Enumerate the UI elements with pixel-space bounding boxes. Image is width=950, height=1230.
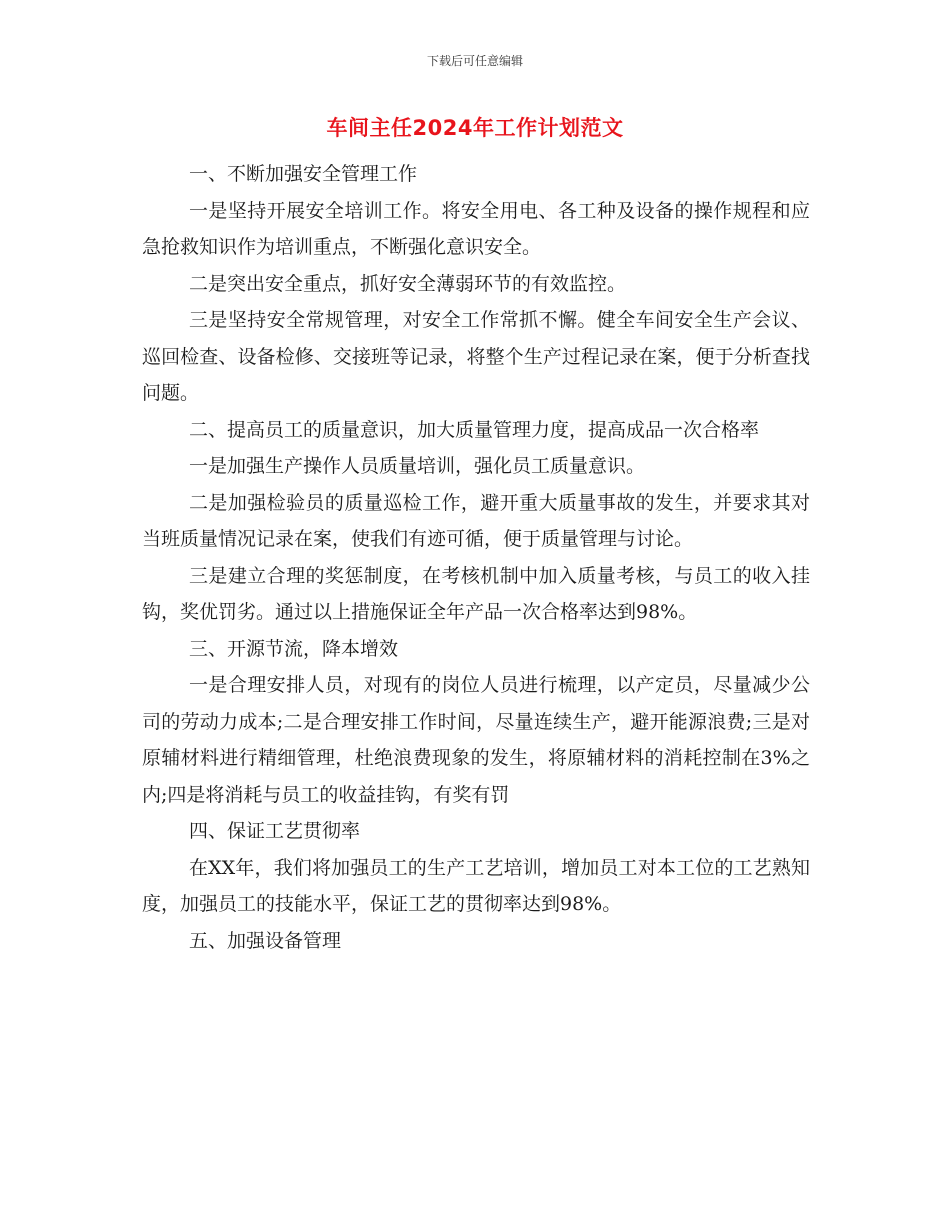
paragraph: 在XX年，我们将加强员工的生产工艺培训，增加员工对本工位的工艺熟知度，加强员工的技能水平，保证工艺的贯彻率达到98%。 [142,856,810,915]
section-heading-process: 四、保证工艺贯彻率 [189,820,361,842]
paragraph: 三是坚持安全常规管理，对安全工作常抓不懈。健全车间安全生产会议、巡回检查、设备检修、交接班等记录，将整个生产过程记录在案，便于分析查找问题。 [142,309,810,404]
section-heading-cost: 三、开源节流，降本增效 [189,637,399,660]
document-body [142,156,810,959]
section-heading-quality: 二、提高员工的质量意识，加大质量管理力度，提高成品一次合格率 [189,418,760,441]
paragraph: 三是建立合理的奖惩制度，在考核机制中加入质量考核，与员工的收入挂钩，奖优罚劣。通过以上措施保证全年产品一次合格率达到98%。 [142,564,810,623]
section-heading-equipment: 五、加强设备管理 [189,929,342,952]
paragraph: 二是加强检验员的质量巡检工作，避开重大质量事故的发生，并要求其对当班质量情况记录在案，使我们有迹可循，便于质量管理与讨论。 [142,491,810,550]
paragraph: 一是坚持开展安全培训工作。将安全用电、各工种及设备的操作规程和应急抢救知识作为培训重点，不断强化意识安全。 [142,199,810,258]
paragraph: 二是突出安全重点，抓好安全薄弱环节的有效监控。 [189,272,627,295]
paragraph: 一是合理安排人员，对现有的岗位人员进行梳理，以产定员，尽量减少公司的劳动力成本;二是合理安排工作时间，尽量连续生产，避开能源浪费;三是对原辅材料进行精细管理，杜绝浪费现象的发生，将原辅材料的消耗控制在3%之内;四是将消耗与员工的收益挂钩，有奖有罚 [142,674,810,806]
header-note: 下载后可任意编辑 [426,54,523,68]
section-heading-safety: 一、不断加强安全管理工作 [189,163,418,185]
document-title: 车间主任2024年工作计划范文 [326,116,624,140]
paragraph: 一是加强生产操作人员质量培训，强化员工质量意识。 [189,455,646,477]
